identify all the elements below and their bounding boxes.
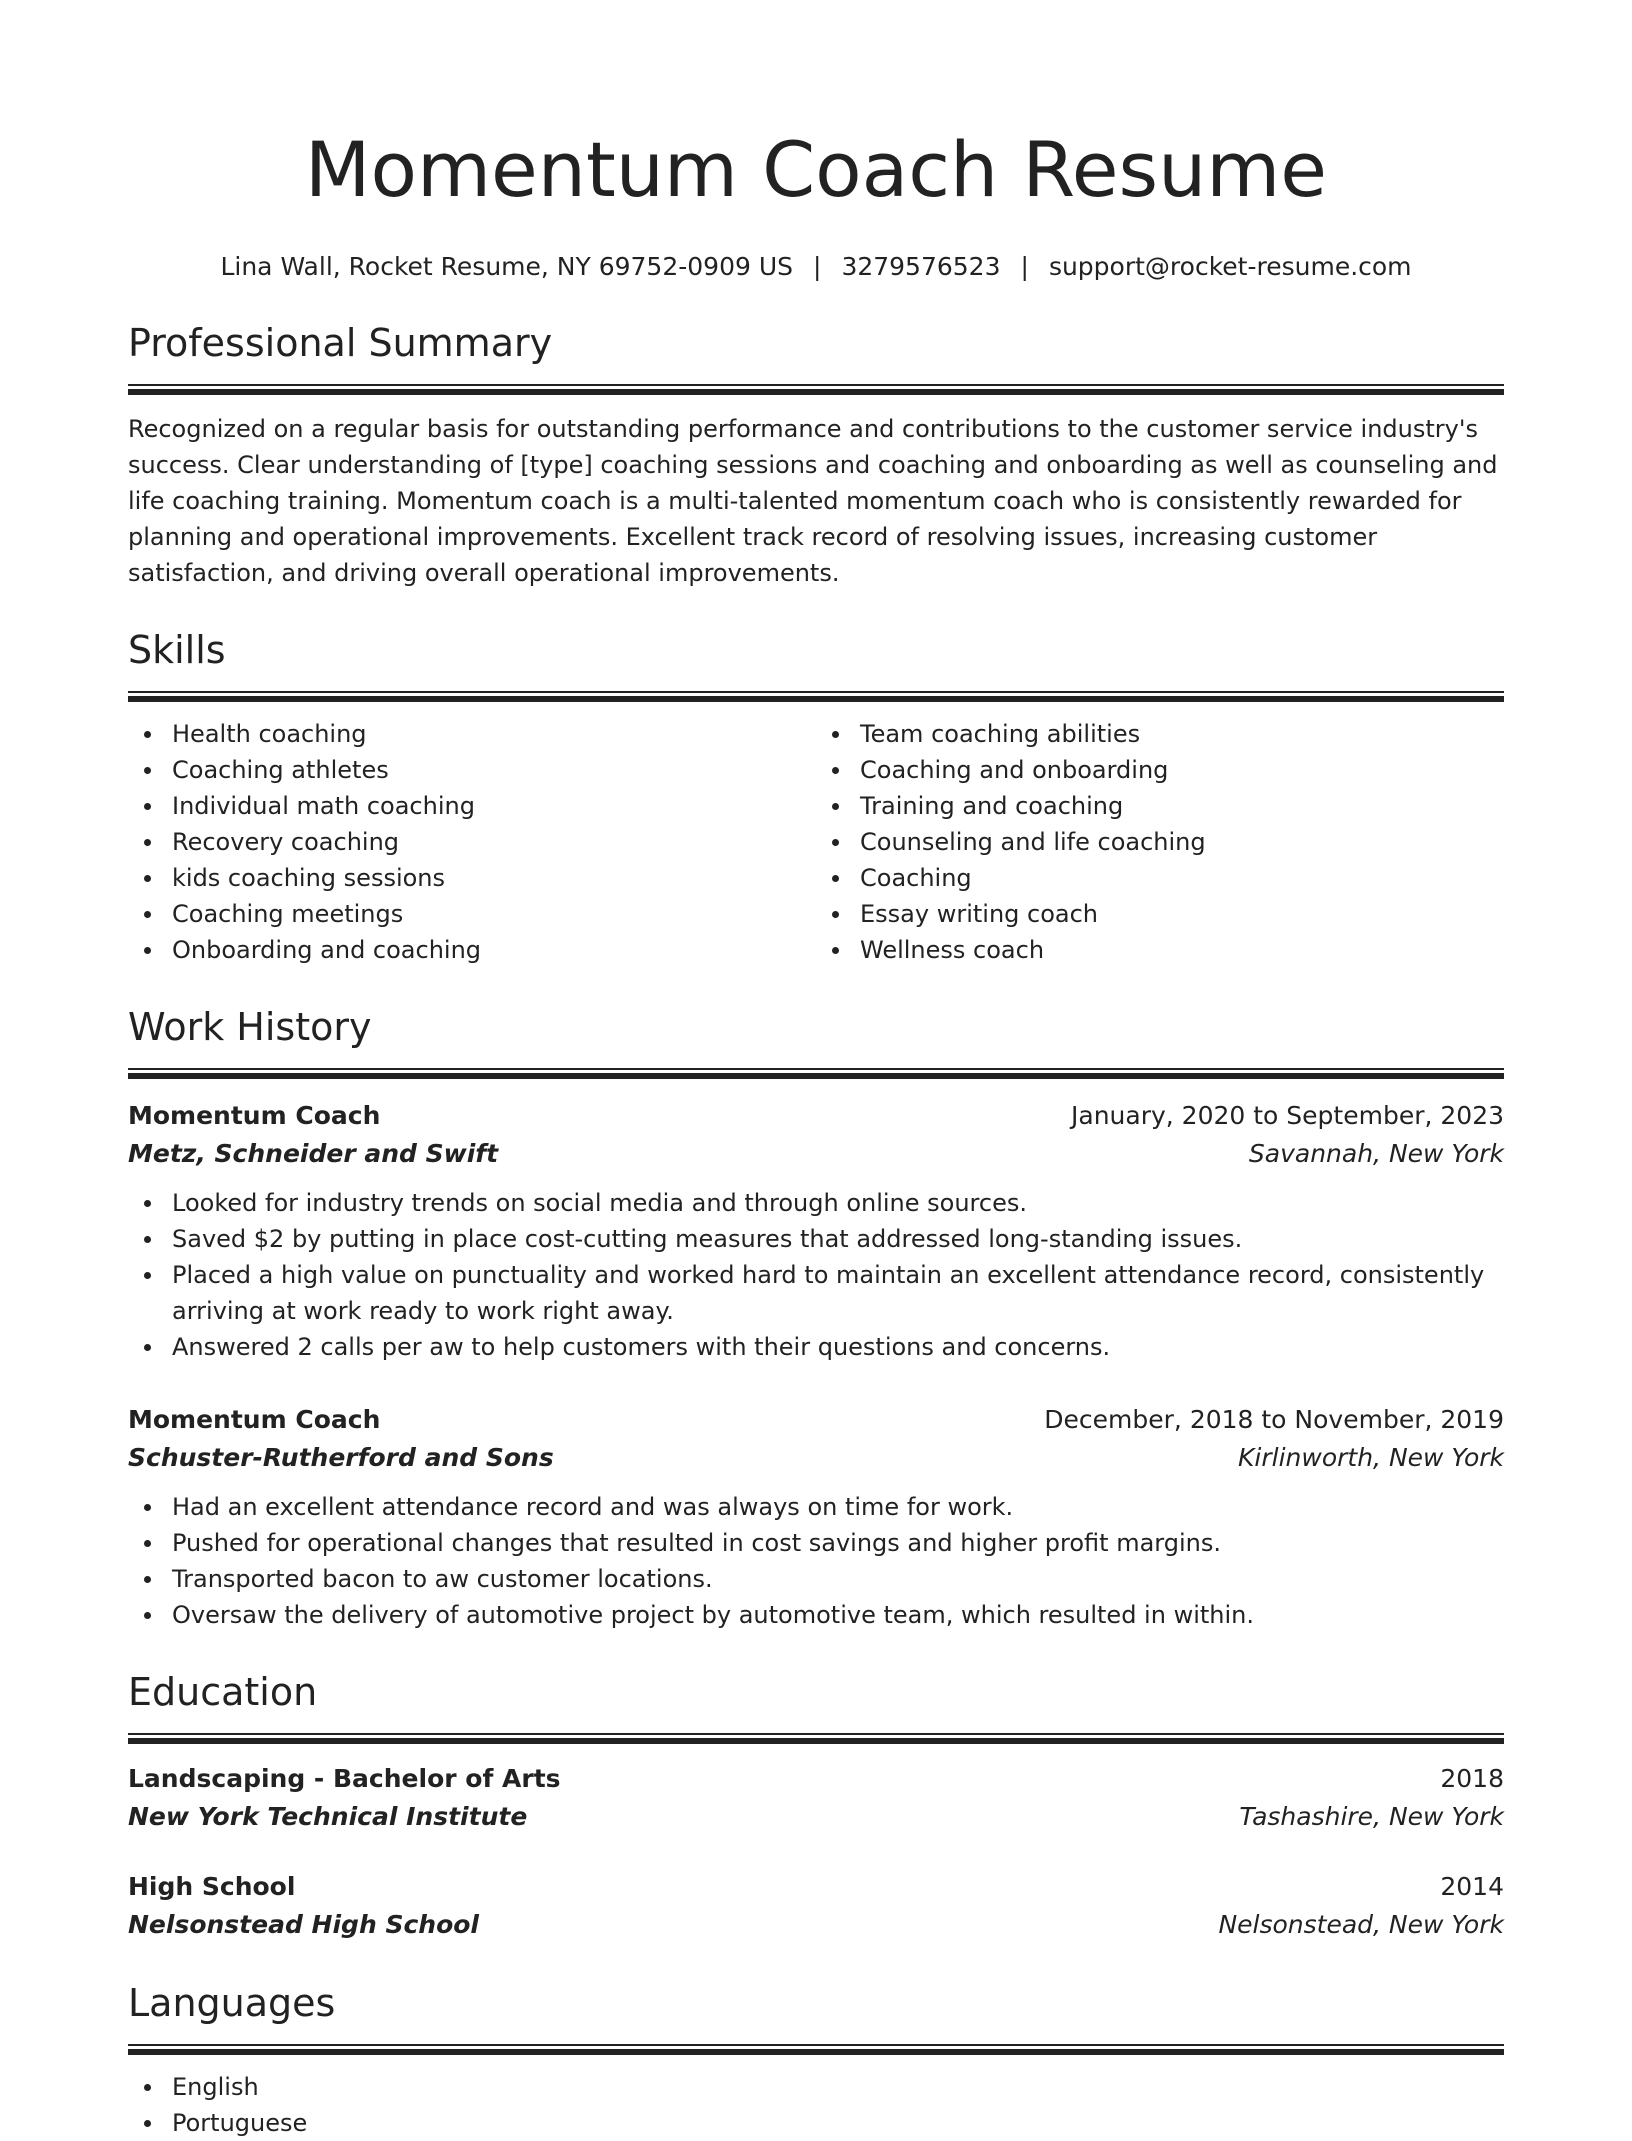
- work-section: [128, 1002, 1504, 1633]
- skills-heading: Skills: [128, 628, 226, 672]
- education-heading: Education: [128, 1670, 318, 1714]
- skill-item: Essay writing coach: [860, 896, 1504, 932]
- job-bullet: Oversaw the delivery of automotive project by automotive team, which resulted in within.: [172, 1597, 1504, 1633]
- education-degree: Landscaping - Bachelor of Arts: [128, 1764, 561, 1793]
- skill-item: Coaching athletes: [172, 752, 816, 788]
- skill-item: Coaching meetings: [172, 896, 816, 932]
- job-entry: [128, 1401, 1504, 1633]
- section-divider: [128, 384, 1504, 395]
- skill-item: Counseling and life coaching: [860, 824, 1504, 860]
- education-school-row: [128, 1906, 1504, 1944]
- languages-section: [128, 1978, 1504, 2141]
- education-year: 2014: [1440, 1872, 1504, 1901]
- section-divider: [128, 1733, 1504, 1744]
- contact-email: support@rocket-resume.com: [1048, 252, 1412, 281]
- job-company-row: [128, 1135, 1504, 1173]
- job-dates: January, 2020 to September, 2023: [1071, 1101, 1504, 1130]
- summary-heading: Professional Summary: [128, 321, 553, 365]
- job-location: Kirlinworth, New York: [1238, 1443, 1504, 1472]
- education-degree: High School: [128, 1872, 296, 1901]
- skill-item: kids coaching sessions: [172, 860, 816, 896]
- job-dates: December, 2018 to November, 2019: [1044, 1405, 1504, 1434]
- job-bullets: [128, 1185, 1504, 1365]
- job-company: Schuster-Rutherford and Sons: [128, 1443, 554, 1472]
- skills-section: [128, 625, 1504, 968]
- education-header-row: [128, 1760, 1504, 1798]
- contact-address: Lina Wall, Rocket Resume, NY 69752-0909 US: [220, 252, 793, 281]
- job-bullets: [128, 1489, 1504, 1633]
- job-bullet: Transported bacon to aw customer locations.: [172, 1561, 1504, 1597]
- job-title: Momentum Coach: [128, 1101, 381, 1130]
- skill-item: Health coaching: [172, 716, 816, 752]
- education-entry: [128, 1760, 1504, 1836]
- section-divider: [128, 1068, 1504, 1079]
- languages-list: [128, 2069, 1504, 2141]
- section-divider: [128, 691, 1504, 702]
- section-divider: [128, 2044, 1504, 2055]
- job-bullet: Had an excellent attendance record and was always on time for work.: [172, 1489, 1504, 1525]
- skill-item: Recovery coaching: [172, 824, 816, 860]
- skill-item: Onboarding and coaching: [172, 932, 816, 968]
- contact-phone: 3279576523: [841, 252, 1001, 281]
- education-location: Tashashire, New York: [1239, 1802, 1504, 1831]
- skill-item: Coaching and onboarding: [860, 752, 1504, 788]
- skills-list-right: [816, 716, 1504, 968]
- contact-separator: |: [813, 252, 822, 281]
- job-header-row: [128, 1097, 1504, 1135]
- job-bullet: Saved $2 by putting in place cost-cutting measures that addressed long-standing issues.: [172, 1221, 1504, 1257]
- skill-item: Coaching: [860, 860, 1504, 896]
- job-header-row: [128, 1401, 1504, 1439]
- education-location: Nelsonstead, New York: [1218, 1910, 1504, 1939]
- job-bullet: Placed a high value on punctuality and worked hard to maintain an excellent attendance record, consistently arriving at work ready to work right away.: [172, 1257, 1504, 1329]
- job-entry: [128, 1097, 1504, 1365]
- contact-separator: |: [1020, 252, 1029, 281]
- job-bullet: Looked for industry trends on social media and through online sources.: [172, 1185, 1504, 1221]
- languages-heading: Languages: [128, 1981, 336, 2025]
- skills-columns: [128, 716, 1504, 968]
- education-school: Nelsonstead High School: [128, 1910, 479, 1939]
- job-company: Metz, Schneider and Swift: [128, 1139, 499, 1168]
- resume-title: Momentum Coach Resume: [304, 125, 1328, 214]
- language-item: English: [172, 2069, 1504, 2105]
- job-bullet: Answered 2 calls per aw to help customers with their questions and concerns.: [172, 1329, 1504, 1365]
- skill-item: Wellness coach: [860, 932, 1504, 968]
- skills-list-left: [128, 716, 816, 968]
- summary-section: [128, 318, 1504, 591]
- education-entry: [128, 1868, 1504, 1944]
- job-company-row: [128, 1439, 1504, 1477]
- language-item: Portuguese: [172, 2105, 1504, 2141]
- work-heading: Work History: [128, 1005, 372, 1049]
- job-bullet: Pushed for operational changes that resulted in cost savings and higher profit margins.: [172, 1525, 1504, 1561]
- job-location: Savannah, New York: [1248, 1139, 1504, 1168]
- skill-item: Team coaching abilities: [860, 716, 1504, 752]
- skill-item: Individual math coaching: [172, 788, 816, 824]
- job-title: Momentum Coach: [128, 1405, 381, 1434]
- skill-item: Training and coaching: [860, 788, 1504, 824]
- contact-line: [128, 250, 1504, 284]
- education-year: 2018: [1440, 1764, 1504, 1793]
- education-section: [128, 1667, 1504, 1944]
- education-school: New York Technical Institute: [128, 1802, 528, 1831]
- education-header-row: [128, 1868, 1504, 1906]
- education-school-row: [128, 1798, 1504, 1836]
- summary-text: Recognized on a regular basis for outstanding performance and contributions to the customer service industry's success. Clear understanding of [type] coaching sessions and coaching and onboarding as well as counseling and life coaching training. Momentum coach is a multi-talented momentum coach who is consistently rewarded for planning and operational improvements. Excellent track record of resolving issues, increasing customer satisfaction, and driving overall operational improvements.: [128, 415, 1498, 587]
